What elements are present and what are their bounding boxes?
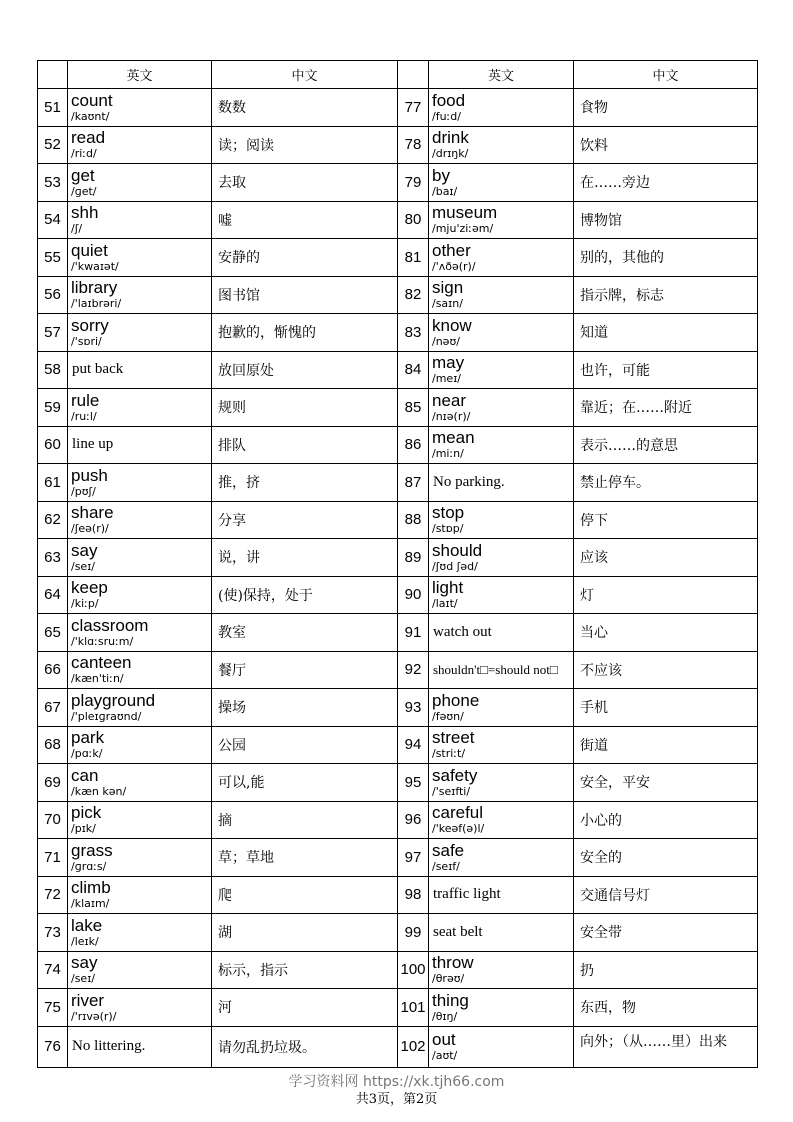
entry-phonetic: /'ʌðə(r)/ (432, 259, 476, 273)
entry-word: playground (71, 690, 156, 710)
entry-phrase: traffic light (433, 886, 501, 903)
entry-phonetic: /stɒp/ (432, 522, 464, 536)
entry-chinese: 禁止停车。 (574, 464, 758, 502)
entry-english (429, 651, 574, 689)
entry-chinese: 草；草地 (212, 839, 398, 877)
entry-phonetic: /kæn'tiːn/ (71, 672, 124, 686)
entry-chinese: 别的，其他的 (574, 239, 758, 277)
entry-chinese: 东西，物 (574, 989, 758, 1027)
entry-word: street (432, 728, 475, 748)
entry-english (429, 614, 574, 652)
entry-phonetic: /ruːl/ (71, 409, 97, 423)
entry-number: 74 (38, 951, 68, 989)
entry-number: 90 (398, 576, 429, 614)
entry-number: 66 (38, 651, 68, 689)
entry-chinese: 嘘 (212, 201, 398, 239)
entry-number: 92 (398, 651, 429, 689)
entry-english (429, 764, 574, 802)
table-row (38, 314, 758, 352)
table-row (38, 239, 758, 277)
table-row (38, 426, 758, 464)
entry-english (429, 89, 574, 127)
entry-english (429, 314, 574, 352)
entry-english (429, 464, 574, 502)
entry-english (68, 914, 212, 952)
entry-word: canteen (71, 653, 132, 673)
entry-chinese: 抱歉的，惭愧的 (212, 314, 398, 352)
entry-phonetic: /ɡrɑːs/ (71, 859, 107, 873)
entry-chinese: 放回原处 (212, 351, 398, 389)
entry-chinese: 可以,能 (212, 764, 398, 802)
entry-english (429, 689, 574, 727)
entry-english (68, 576, 212, 614)
entry-english (68, 801, 212, 839)
entry-english (68, 201, 212, 239)
entry-english (429, 576, 574, 614)
entry-word: keep (71, 578, 108, 598)
table-header-row (38, 61, 758, 89)
entry-number: 65 (38, 614, 68, 652)
entry-word: by (432, 165, 450, 185)
header-english-left: 英文 (68, 61, 212, 89)
entry-phonetic: /'klɑːsruːm/ (71, 634, 134, 648)
entry-chinese: 规则 (212, 389, 398, 427)
header-english-right: 英文 (429, 61, 574, 89)
entry-word: grass (71, 840, 113, 860)
entry-number: 82 (398, 276, 429, 314)
entry-number: 101 (398, 989, 429, 1027)
entry-chinese: 向外；（从……里）出来 (574, 1026, 758, 1068)
footer-website: 学习资料网 https://xk.tjh66.com (288, 1074, 505, 1090)
entry-word: park (71, 728, 105, 748)
entry-phonetic: /'keəf(ə)l/ (432, 822, 485, 836)
entry-word: pick (71, 803, 102, 823)
entry-number: 62 (38, 501, 68, 539)
entry-number: 75 (38, 989, 68, 1027)
entry-phrase: No littering. (72, 1038, 146, 1055)
entry-chinese: 在……旁边 (574, 164, 758, 202)
entry-phonetic: /kiːp/ (71, 597, 99, 611)
table-row (38, 351, 758, 389)
entry-chinese: 交通信号灯 (574, 876, 758, 914)
table-row (38, 839, 758, 877)
entry-phrase: watch out (433, 623, 492, 640)
entry-chinese: 安全的 (574, 839, 758, 877)
table-row (38, 164, 758, 202)
entry-number: 96 (398, 801, 429, 839)
table-row (38, 201, 758, 239)
entry-phonetic: /θrəʊ/ (432, 972, 465, 986)
entry-word: out (432, 1030, 456, 1050)
entry-english (68, 389, 212, 427)
entry-phonetic: /miːn/ (432, 447, 464, 461)
entry-english (68, 501, 212, 539)
entry-chinese: 读；阅读 (212, 126, 398, 164)
entry-number: 72 (38, 876, 68, 914)
entry-number: 83 (398, 314, 429, 352)
entry-number: 102 (398, 1026, 429, 1068)
entry-word: push (71, 465, 108, 485)
entry-chinese: 不应该 (574, 651, 758, 689)
entry-phonetic: /θɪŋ/ (432, 1009, 458, 1023)
entry-english (68, 426, 212, 464)
entry-english (429, 276, 574, 314)
entry-chinese: (使)保持，处于 (212, 576, 398, 614)
entry-phonetic: /ʃeə(r)/ (71, 522, 109, 536)
entry-english (429, 801, 574, 839)
entry-number: 97 (398, 839, 429, 877)
entry-number: 69 (38, 764, 68, 802)
header-number-right (398, 61, 429, 89)
table-row (38, 876, 758, 914)
entry-number: 80 (398, 201, 429, 239)
entry-phonetic: /'laɪbrəri/ (71, 297, 122, 311)
entry-english (68, 689, 212, 727)
entry-english (68, 239, 212, 277)
entry-english (68, 276, 212, 314)
entry-word: count (71, 90, 113, 110)
entry-chinese: 安静的 (212, 239, 398, 277)
entry-phonetic: /baɪ/ (432, 184, 458, 198)
entry-english (68, 89, 212, 127)
entry-phonetic: /ʃʊd ʃəd/ (432, 559, 478, 573)
entry-word: quiet (71, 240, 108, 260)
header-chinese-left: 中文 (212, 61, 398, 89)
entry-number: 88 (398, 501, 429, 539)
entry-number: 60 (38, 426, 68, 464)
entry-chinese: 食物 (574, 89, 758, 127)
footer-page-number: 共3页，第2页 (355, 1092, 438, 1107)
table-row (38, 614, 758, 652)
entry-chinese: 餐厅 (212, 651, 398, 689)
entry-number: 93 (398, 689, 429, 727)
entry-number: 87 (398, 464, 429, 502)
entry-english (429, 426, 574, 464)
table-row (38, 989, 758, 1027)
entry-english (68, 126, 212, 164)
entry-chinese: 表示……的意思 (574, 426, 758, 464)
entry-word: may (432, 353, 465, 373)
entry-phonetic: /aʊt/ (432, 1049, 458, 1063)
entry-word: get (71, 165, 95, 185)
entry-number: 94 (398, 726, 429, 764)
entry-chinese: 推，挤 (212, 464, 398, 502)
entry-chinese: 数数 (212, 89, 398, 127)
entry-chinese: 爬 (212, 876, 398, 914)
entry-chinese: 当心 (574, 614, 758, 652)
entry-chinese: 停下 (574, 501, 758, 539)
table-row (38, 576, 758, 614)
entry-english (429, 239, 574, 277)
entry-number: 85 (398, 389, 429, 427)
entry-english (429, 389, 574, 427)
entry-chinese: 安全带 (574, 914, 758, 952)
entry-number: 58 (38, 351, 68, 389)
entry-phonetic: /klaɪm/ (71, 897, 110, 911)
entry-number: 52 (38, 126, 68, 164)
entry-english (68, 1026, 212, 1068)
entry-phrase: line up (72, 436, 114, 453)
entry-number: 67 (38, 689, 68, 727)
table-body (38, 89, 758, 1068)
entry-word: climb (71, 878, 111, 898)
entry-word: throw (432, 953, 474, 973)
entry-phonetic: /nəʊ/ (432, 334, 460, 348)
entry-chinese: 摘 (212, 801, 398, 839)
table-row (38, 1026, 758, 1068)
entry-number: 57 (38, 314, 68, 352)
table-row (38, 951, 758, 989)
entry-english (68, 989, 212, 1027)
entry-phonetic: /mju'ziːəm/ (432, 222, 494, 236)
entry-number: 56 (38, 276, 68, 314)
entry-phonetic: /laɪt/ (432, 597, 458, 611)
entry-phrase: seat belt (433, 923, 483, 940)
table-row (38, 389, 758, 427)
entry-phrase: No parking. (433, 473, 505, 490)
header-number-left (38, 61, 68, 89)
entry-chinese: 灯 (574, 576, 758, 614)
entry-word: drink (432, 128, 469, 148)
entry-word: stop (432, 503, 465, 523)
entry-english (429, 1026, 574, 1068)
entry-word: other (432, 240, 471, 260)
entry-word: can (71, 765, 99, 785)
table-row (38, 276, 758, 314)
table-row (38, 801, 758, 839)
entry-chinese: 请勿乱扔垃圾。 (212, 1026, 398, 1068)
entry-phonetic: /meɪ/ (432, 372, 461, 386)
entry-number: 79 (398, 164, 429, 202)
entry-number: 53 (38, 164, 68, 202)
entry-chinese: 扔 (574, 951, 758, 989)
entry-phrase: put back (72, 361, 124, 378)
table-row (38, 764, 758, 802)
table-row (38, 914, 758, 952)
entry-number: 77 (398, 89, 429, 127)
entry-english (429, 914, 574, 952)
entry-word: mean (432, 428, 475, 448)
entry-phonetic: /kaʊnt/ (71, 109, 110, 123)
entry-number: 51 (38, 89, 68, 127)
entry-english (429, 351, 574, 389)
vocabulary-table (37, 60, 758, 1068)
entry-chinese: 知道 (574, 314, 758, 352)
entry-english (68, 726, 212, 764)
table-row (38, 651, 758, 689)
entry-number: 81 (398, 239, 429, 277)
entry-number: 99 (398, 914, 429, 952)
entry-phonetic: /nɪə(r)/ (432, 409, 471, 423)
entry-word: say (71, 540, 98, 560)
entry-word: near (432, 390, 467, 410)
entry-number: 64 (38, 576, 68, 614)
entry-word: sorry (71, 315, 109, 335)
entry-english (429, 201, 574, 239)
entry-phonetic: /pʊʃ/ (71, 484, 96, 498)
table-row (38, 126, 758, 164)
entry-english (429, 126, 574, 164)
entry-chinese: 操场 (212, 689, 398, 727)
entry-chinese: 应该 (574, 539, 758, 577)
entry-number: 73 (38, 914, 68, 952)
entry-number: 76 (38, 1026, 68, 1068)
entry-chinese: 靠近；在……附近 (574, 389, 758, 427)
entry-english (68, 539, 212, 577)
entry-english (68, 351, 212, 389)
entry-chinese: 也许，可能 (574, 351, 758, 389)
entry-phonetic: /fəʊn/ (432, 709, 464, 723)
entry-english (68, 876, 212, 914)
entry-english (429, 501, 574, 539)
entry-chinese: 街道 (574, 726, 758, 764)
entry-word: classroom (71, 615, 149, 635)
entry-english (429, 951, 574, 989)
table-row (38, 501, 758, 539)
entry-phrase: shouldn't□=should not□ (433, 662, 558, 678)
entry-english (68, 951, 212, 989)
entry-phonetic: /ɡet/ (71, 184, 97, 198)
entry-chinese: 分享 (212, 501, 398, 539)
entry-english (68, 614, 212, 652)
entry-phonetic: /pɪk/ (71, 822, 96, 836)
entry-english (68, 651, 212, 689)
entry-phonetic: /pɑːk/ (71, 747, 103, 761)
entry-word: shh (71, 203, 99, 223)
entry-word: museum (432, 203, 498, 223)
entry-phonetic: /seɪ/ (71, 972, 95, 986)
entry-phonetic: /saɪn/ (432, 297, 463, 311)
entry-chinese: 排队 (212, 426, 398, 464)
entry-word: say (71, 953, 98, 973)
entry-word: library (71, 278, 118, 298)
entry-english (68, 764, 212, 802)
entry-number: 100 (398, 951, 429, 989)
entry-chinese: 湖 (212, 914, 398, 952)
entry-number: 68 (38, 726, 68, 764)
entry-chinese: 手机 (574, 689, 758, 727)
entry-word: sign (432, 278, 464, 298)
entry-english (68, 164, 212, 202)
entry-phonetic: /seɪ/ (71, 559, 95, 573)
entry-chinese: 公园 (212, 726, 398, 764)
header-chinese-right: 中文 (574, 61, 758, 89)
entry-chinese: 饮料 (574, 126, 758, 164)
entry-word: river (71, 990, 105, 1010)
entry-chinese: 标示，指示 (212, 951, 398, 989)
entry-phonetic: /leɪk/ (71, 934, 99, 948)
entry-english (68, 839, 212, 877)
entry-number: 95 (398, 764, 429, 802)
table-row (38, 464, 758, 502)
entry-word: lake (71, 915, 103, 935)
entry-chinese: 河 (212, 989, 398, 1027)
entry-phonetic: /riːd/ (71, 147, 97, 161)
entry-number: 70 (38, 801, 68, 839)
entry-number: 84 (398, 351, 429, 389)
entry-chinese: 教室 (212, 614, 398, 652)
entry-chinese: 小心的 (574, 801, 758, 839)
entry-chinese: 指示牌，标志 (574, 276, 758, 314)
entry-word: rule (71, 390, 100, 410)
entry-phonetic: /drɪŋk/ (432, 147, 469, 161)
entry-word: safety (432, 765, 478, 785)
entry-phonetic: /striːt/ (432, 747, 466, 761)
entry-number: 63 (38, 539, 68, 577)
entry-word: share (71, 503, 114, 523)
entry-phonetic: /'kwaɪət/ (71, 259, 119, 273)
entry-word: light (432, 578, 464, 598)
entry-english (429, 164, 574, 202)
entry-english (429, 876, 574, 914)
table-row (38, 89, 758, 127)
entry-word: food (432, 90, 466, 110)
entry-word: thing (432, 990, 469, 1010)
entry-phonetic: /seɪf/ (432, 859, 460, 873)
entry-number: 78 (398, 126, 429, 164)
entry-word: know (432, 315, 472, 335)
entry-word: careful (432, 803, 484, 823)
entry-word: should (432, 540, 483, 560)
entry-number: 98 (398, 876, 429, 914)
entry-number: 59 (38, 389, 68, 427)
entry-number: 91 (398, 614, 429, 652)
table-row (38, 689, 758, 727)
entry-number: 71 (38, 839, 68, 877)
entry-word: read (71, 128, 106, 148)
entry-phonetic: /kæn kən/ (71, 784, 127, 798)
entry-english (429, 539, 574, 577)
table-row (38, 539, 758, 577)
entry-number: 61 (38, 464, 68, 502)
entry-phonetic: /'pleɪɡraʊnd/ (71, 709, 142, 723)
entry-chinese: 博物馆 (574, 201, 758, 239)
entry-english (68, 464, 212, 502)
entry-number: 55 (38, 239, 68, 277)
entry-chinese: 说，讲 (212, 539, 398, 577)
entry-phonetic: /ʃ/ (71, 222, 83, 236)
entry-phonetic: /fuːd/ (432, 109, 461, 123)
entry-chinese: 去取 (212, 164, 398, 202)
entry-phonetic: /'sɒri/ (71, 334, 102, 348)
entry-word: phone (432, 690, 480, 710)
entry-english (68, 314, 212, 352)
entry-number: 86 (398, 426, 429, 464)
entry-english (429, 989, 574, 1027)
entry-word: safe (432, 840, 465, 860)
table-row (38, 726, 758, 764)
entry-chinese: 安全，平安 (574, 764, 758, 802)
entry-number: 54 (38, 201, 68, 239)
entry-english (429, 839, 574, 877)
entry-english (429, 726, 574, 764)
entry-phonetic: /'seɪfti/ (432, 784, 471, 798)
entry-chinese: 图书馆 (212, 276, 398, 314)
entry-number: 89 (398, 539, 429, 577)
entry-phonetic: /'rɪvə(r)/ (71, 1009, 117, 1023)
